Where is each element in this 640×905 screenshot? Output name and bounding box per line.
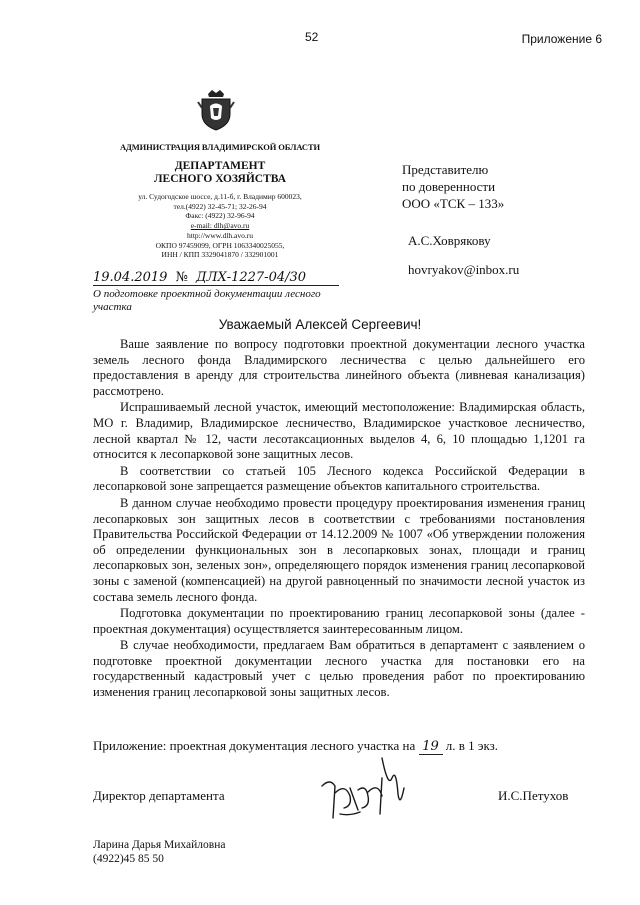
body-paragraph: Ваше заявление по вопросу подготовки проектной документации лесного участка земель лесного фонда Владимирского лесничества с целью дальнейшего его предоставления в аренду для строительства линейного объекта (ливневая канализация) рассмотрено. (93, 337, 585, 398)
executor-block (93, 838, 225, 866)
attachment-suffix: л. в 1 экз. (445, 738, 499, 753)
body-paragraph: В данном случае необходимо провести процедуру проектирования изменения границ лесопарковых зон защитных лесов в соответствии с требованиями постановления Правительства Российской Федерации от 14.12.2009 № 1007 «Об утверждении положения об определении функциональных зон в лесопарковых зонах, площади и границ лесопарковых зон, зеленых зон», определяющего порядок изменения границ лесопарковой зоны с заменой (компенсацией) на другой равноценный по значимости лесной участок из состава земель лесного фонда. (93, 495, 585, 604)
address-line: ИНН / КПП 3329041870 / 332901001 (161, 250, 279, 260)
registration-date: 19.04.2019 (93, 270, 168, 285)
appendix-label: Приложение 6 (521, 32, 602, 46)
signature-image (300, 748, 420, 838)
coat-of-arms-icon (196, 88, 236, 132)
recipient-block (402, 161, 552, 212)
attachment-prefix: Приложение: проектная документация лесного участка на (93, 738, 416, 753)
recipient-name: А.С.Ховрякову (408, 233, 491, 248)
body-paragraph: Подготовка документации по проектированию границ лесопарковой зоны (далее - проектная документация) осуществляется заинтересованным лицом. (93, 606, 585, 636)
organization-name: АДМИНИСТРАЦИЯ ВЛАДИМИРСКОЙ ОБЛАСТИ (119, 142, 321, 152)
department-title (60, 160, 380, 186)
letter-body (93, 337, 585, 702)
address-line: ул. Судогодское шоссе, д.11-б, г. Владимир 600023, (138, 192, 302, 201)
executor-name: Ларина Дарья Михайловна (93, 839, 226, 851)
letter-subject: О подготовке проектной документации лесного участка (93, 288, 321, 313)
body-paragraph: В соответствии со статьей 105 Лесного кодекса Российской Федерации в лесопарковой зоне запрещается размещение объектов капитального строительства. (93, 463, 585, 494)
department-line-1: ДЕПАРТАМЕНТ (174, 160, 266, 172)
registration-line (93, 270, 339, 286)
recipient-line: по доверенности (402, 179, 496, 194)
department-address (60, 192, 380, 260)
recipient-email: hovryakov@inbox.ru (408, 262, 520, 277)
address-line: http://www.dlh.avo.ru (187, 230, 253, 240)
department-line-2: ЛЕСНОГО ХОЗЯЙСТВА (153, 173, 287, 185)
address-line: e-mail: dlh@avo.ru (190, 221, 250, 231)
body-paragraph: Испрашиваемый лесной участок, имеющий местоположение: Владимирская область, МО г. Владимир, Владимирское лесничество, Владимирское участковое лесничество, лесной квартал № 12, части лесотаксационных выделов 4, 6, 10 площадью 1,1201 га относится к лесопарковой зоне защитных лесов. (93, 400, 585, 462)
attachment-pages: 19 (419, 739, 443, 755)
body-paragraph: В случае необходимости, предлагаем Вам обратиться в департамент с заявлением о подготовке проектной документации лесного участка для постановки его на государственный кадастровый учет с целью проведения работ по проектированию изменения границ лесопарковой зоны защитных лесов. (93, 638, 585, 700)
recipient-line: ООО «ТСК – 133» (402, 196, 505, 211)
address-line: Факс: (4922) 32-96-94 (185, 211, 255, 221)
registration-number-sign: № (175, 270, 188, 285)
recipient-line: Представителю (402, 162, 489, 177)
registration-number: ДЛХ-1227-04/30 (196, 270, 307, 285)
signatory-name: И.С.Петухов (498, 788, 569, 803)
address-line: ОКПО 97459099, ОГРН 1063340025055, (155, 240, 285, 250)
executor-phone: (4922)45 85 50 (93, 853, 164, 865)
salutation: Уважаемый Алексей Сергеевич! (218, 317, 422, 332)
signatory-title: Директор департамента (93, 788, 225, 803)
address-line: тел.(4922) 32-45-71; 32-26-94 (173, 201, 267, 211)
page-number: 52 (305, 30, 319, 44)
